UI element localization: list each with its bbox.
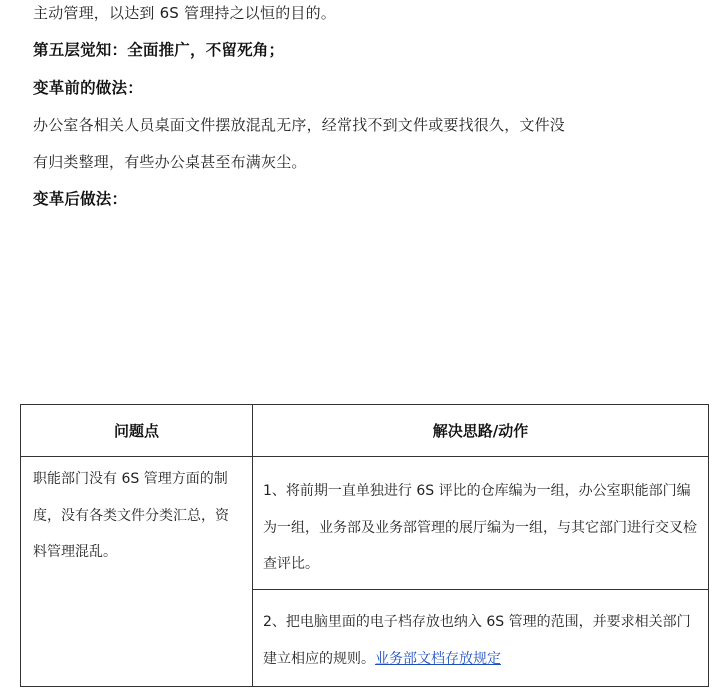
- after-heading: 变革后做法：: [33, 190, 128, 208]
- layer5-heading: 第五层觉知：全面推广，不留死角；: [33, 41, 285, 59]
- table-row: [21, 457, 709, 590]
- problem-cell: [21, 457, 253, 687]
- before-heading: 变革前的做法：: [33, 79, 143, 97]
- before-paragraph-line-2: 有归类整理，有些办公桌甚至布满灰尘。: [33, 153, 307, 171]
- intro-line: 主动管理，以达到 6S 管理持之以恒的目的。: [33, 4, 337, 22]
- action-cell-1: [253, 457, 709, 590]
- action-text-1: 1、将前期一直单独进行 6S 评比的仓库编为一组，办公室职能部门编为一组，业务部及业务部管理的展厅编为一组，与其它部门进行交叉检查评比。: [263, 483, 697, 572]
- document-storage-rules-link[interactable]: 业务部文档存放规定: [375, 650, 501, 667]
- action-cell-2: [253, 590, 709, 687]
- header-problem: 问题点: [21, 405, 253, 457]
- before-paragraph-line-1: 办公室各相关人员桌面文件摆放混乱无序，经常找不到文件或要找很久，文件没: [33, 116, 566, 134]
- header-action: 解决思路/动作: [253, 405, 709, 457]
- problem-text: 职能部门没有 6S 管理方面的制度，没有各类文件分类汇总，资料管理混乱。: [33, 471, 229, 560]
- action-text-2: 2、把电脑里面的电子档存放也纳入 6S 管理的范围，并要求相关部门建立相应的规则。: [263, 614, 691, 667]
- problem-solution-table: [20, 404, 709, 687]
- action-block-2: [253, 590, 708, 686]
- table-header-row: [21, 405, 709, 457]
